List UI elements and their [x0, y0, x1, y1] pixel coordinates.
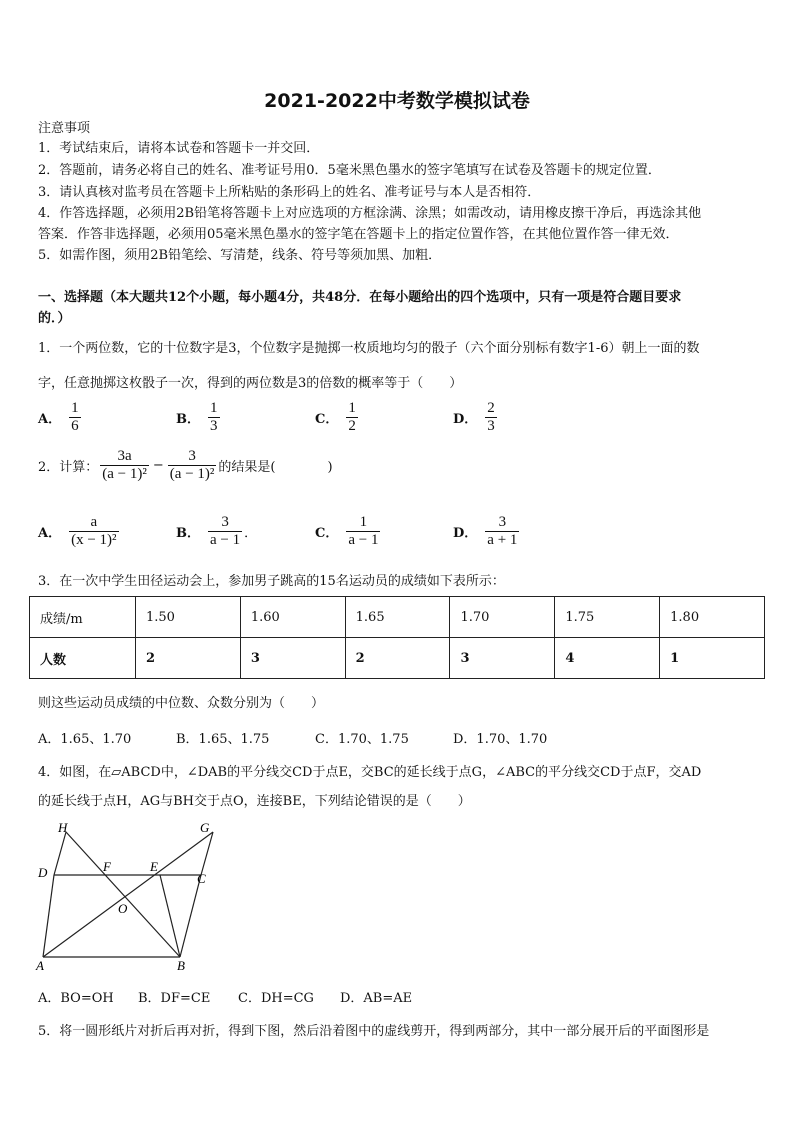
q1-option-b [176, 400, 222, 435]
q4-stem: 4．如图，在▱ABCD中，∠DAB的平分线交CD于点E，交BC的延长线于点G，∠ABC的平分线交CD于点F，交AD [38, 765, 702, 780]
q3-option-c: C．1.70、1.75 [315, 732, 409, 747]
q1-option-d [453, 400, 499, 435]
q4-stem-cont: 的延长线于点H，AG与BH交于点O，连接BE，下列结论错误的是（ ） [38, 794, 471, 809]
q1-stem: 1．一个两位数，它的十位数字是3，个位数字是抛掷一枚质地均匀的骰子（六个面分别标有数字1-6）朝上一面的数 [38, 341, 700, 356]
notice-item-4: 4．作答选择题，必须用2B铅笔将答题卡上对应选项的方框涂满、涂黑；如需改动，请用橡皮擦干净后，再选涂其他 [38, 206, 702, 221]
label-A: A [36, 958, 44, 973]
table-cell: 1.50 [136, 597, 241, 638]
label-F: F [103, 859, 111, 874]
option-fraction: $\frac{1}{6}$ [71, 400, 79, 434]
table-cell: 1.65 [345, 597, 450, 638]
label-B: B [177, 958, 185, 973]
label-H: H [58, 820, 68, 835]
q2-suffix: 的结果是( ) [218, 460, 333, 475]
option-label: C． [315, 412, 339, 427]
q1-option-a [38, 400, 83, 435]
page-title: 2021-2022中考数学模拟试卷 [264, 90, 530, 112]
label-E: E [150, 859, 158, 874]
option-fraction: $\frac{1}{2}$ [348, 400, 356, 434]
option-label: D． [453, 526, 478, 541]
option-label: B． [176, 526, 200, 541]
section-heading: 一、选择题（本大题共12个小题，每小题4分，共48分．在每小题给出的四个选项中，只有一项是符合题目要求 [38, 290, 682, 305]
q4-parallelogram-figure [30, 820, 220, 978]
notice-item-4-cont: 答案．作答非选择题，必须用05毫米黑色墨水的签字笔在答题卡上的指定位置作答，在其他位置作答一律无效． [38, 227, 679, 242]
table-cell: 1.70 [450, 597, 555, 638]
q1-option-c [315, 400, 360, 435]
q2-fraction-1: $\frac{3a}{\text{(a − 1)²}}$ [102, 448, 147, 482]
notice-item-5: 5．如需作图，须用2B铅笔绘、写清楚，线条、符号等须加黑、加粗． [38, 248, 442, 263]
option-fraction: $\frac{1}{3}$ [210, 400, 218, 434]
option-label: B． [176, 412, 200, 427]
option-label: C． [315, 526, 339, 541]
table-cell: 成绩/m [30, 597, 136, 638]
q3-option-d: D．1.70、1.70 [453, 732, 548, 747]
notice-item-3: 3．请认真核对监考员在答题卡上所粘贴的条形码上的姓名、准考证号与本人是否相符． [38, 185, 541, 200]
notice-item-1: 1．考试结束后，请将本试卷和答题卡一并交回． [38, 141, 320, 156]
q3-question: 则这些运动员成绩的中位数、众数分别为（ ） [38, 696, 325, 711]
option-fraction: $\frac{a}{\text{(x − 1)²}}$ [71, 514, 117, 548]
q2-prefix: 2．计算： [38, 460, 99, 475]
table-cell: 2 [345, 638, 450, 679]
q4-option-c: C．DH=CG [238, 991, 314, 1006]
option-fraction: $\frac{3}{a - 1}$ [210, 514, 241, 548]
q3-option-a: A．1.65、1.70 [38, 732, 132, 747]
table-cell: 1.80 [660, 597, 765, 638]
q4-option-d: D．AB=AE [340, 991, 413, 1006]
segment-AG [43, 832, 213, 957]
segment-BE [160, 875, 180, 957]
notice-heading: 注意事项 [38, 121, 91, 136]
q2-option-b: B． $\frac{3}{a - 1}$ ． [176, 514, 258, 548]
q2-option-a [38, 514, 121, 549]
q5-stem: 5．将一圆形纸片对折后再对折，得到下图，然后沿着图中的虚线剪开，得到两部分，其中一部分展开后的平面图形是 [38, 1024, 710, 1039]
table-cell: 1.75 [555, 597, 660, 638]
table-row [30, 597, 765, 638]
label-D: D [38, 865, 48, 880]
label-C: C [197, 871, 206, 886]
option-fraction: $\frac{1}{a - 1}$ [348, 514, 379, 548]
notice-item-2: 2．答题前，请务必将自己的姓名、准考证号用0．5毫米黑色墨水的签字笔填写在试卷及答题卡的规定位置． [38, 163, 661, 178]
q3-stem: 3．在一次中学生田径运动会上，参加男子跳高的15名运动员的成绩如下表所示： [38, 574, 505, 589]
q2-stem [38, 448, 333, 483]
q2-fraction-2: $\frac{3}{\text{(a − 1)²}}$ [169, 448, 215, 482]
q1-stem-cont: 字，任意抛掷这枚骰子一次，得到的两位数是3的倍数的概率等于（ ） [38, 376, 463, 391]
table-cell: 3 [450, 638, 555, 679]
q4-option-a: A．BO=OH [38, 991, 114, 1006]
q4-option-b: B．DF=CE [138, 991, 211, 1006]
table-cell: 1.60 [240, 597, 345, 638]
table-cell: 人数 [30, 638, 136, 679]
label-G: G [200, 820, 210, 835]
table-row [30, 638, 765, 679]
segment-CG [201, 832, 213, 875]
table-cell: 1 [660, 638, 765, 679]
segment-AD [43, 875, 54, 957]
q2-option-c [315, 514, 382, 549]
section-heading-cont: 的．） [38, 311, 71, 326]
label-O: O [118, 901, 128, 916]
q3-score-table [29, 596, 765, 679]
table-cell: 4 [555, 638, 660, 679]
option-label: A． [38, 412, 62, 427]
segment-BC [180, 875, 201, 957]
option-fraction: $\frac{3}{a + 1}$ [487, 514, 518, 548]
table-cell: 3 [240, 638, 345, 679]
q2-option-d [453, 514, 521, 549]
q2-minus: − [152, 458, 164, 473]
q3-option-b: B．1.65、1.75 [176, 732, 270, 747]
segment-DH [54, 832, 66, 875]
segment-BH [66, 832, 180, 957]
option-label: D． [453, 412, 478, 427]
option-label: A． [38, 526, 62, 541]
option-fraction: $\frac{2}{3}$ [487, 400, 495, 434]
table-cell: 2 [136, 638, 241, 679]
